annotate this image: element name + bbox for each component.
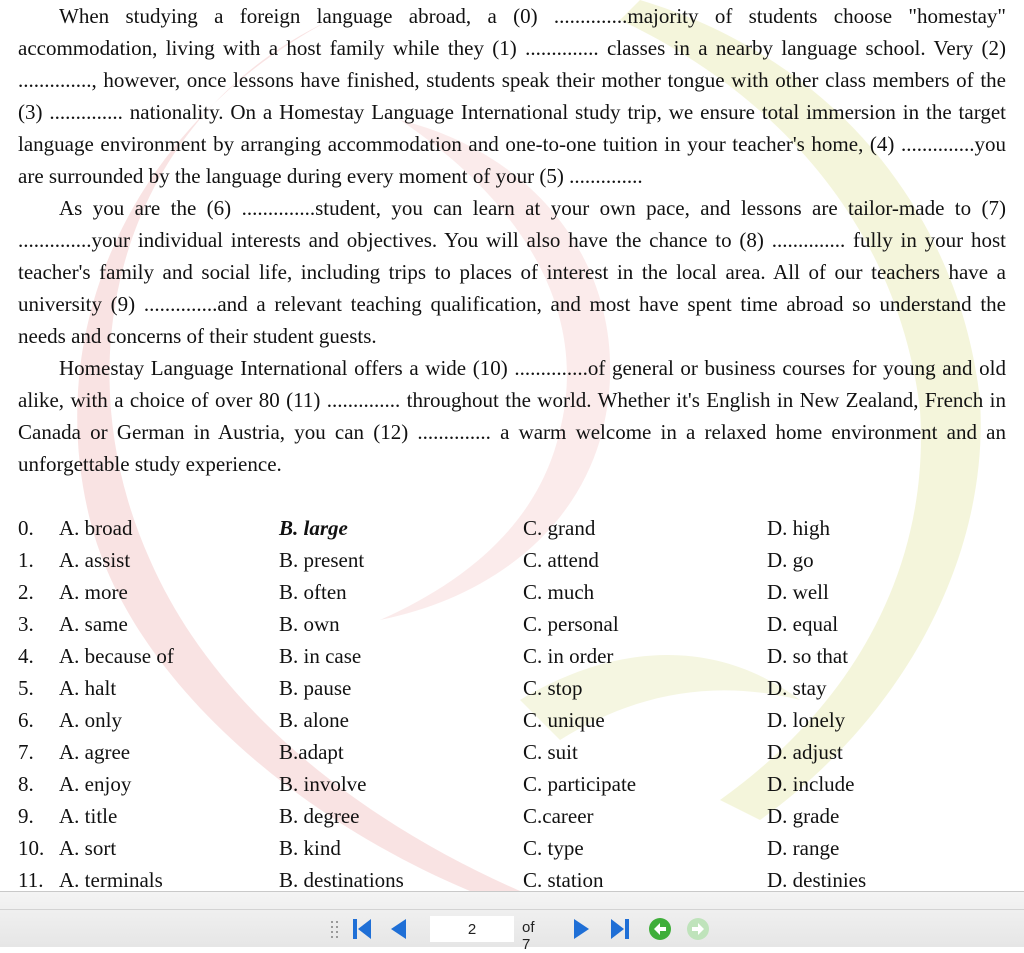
toolbar-grip-icon[interactable]: [330, 920, 340, 938]
answer-options: [18, 512, 1006, 891]
option-b: B. involve: [279, 772, 367, 796]
option-d: D. well: [767, 580, 829, 604]
option-c: C. type: [523, 836, 584, 860]
option-b: B.adapt: [279, 740, 344, 764]
option-d: D. range: [767, 836, 840, 860]
question-number: 2.: [18, 580, 34, 604]
passage-paragraph-3: Homestay Language International offers a wide (10) ..............of general or business courses for young and old alike, with a choice of over 80 (11) .............. throughout the world. Whether it's English in New Zealand, French in Canada or German in Austria, you can (12) .............. a warm welcome in a relaxed home environment and an unforgettable study experience.: [18, 356, 1006, 476]
first-page-button[interactable]: [350, 916, 374, 942]
passage: [18, 0, 1006, 480]
previous-page-icon: [386, 916, 410, 942]
option-a: A. halt: [59, 676, 117, 700]
option-c: C. suit: [523, 740, 578, 764]
option-a: A. broad: [59, 516, 133, 540]
option-c: C. unique: [523, 708, 605, 732]
first-page-icon: [350, 916, 374, 942]
question-number: 1.: [18, 548, 34, 572]
option-row-6: [18, 704, 1006, 736]
option-d: D. equal: [767, 612, 839, 636]
option-row-10: [18, 832, 1006, 864]
next-page-button[interactable]: [570, 916, 594, 942]
option-c: C. personal: [523, 612, 619, 636]
option-c: C. station: [523, 868, 604, 891]
option-b: B. alone: [279, 708, 349, 732]
option-row-4: [18, 640, 1006, 672]
option-row-11: [18, 864, 1006, 891]
last-page-button[interactable]: [608, 916, 632, 942]
option-row-5: [18, 672, 1006, 704]
option-b: B. kind: [279, 836, 341, 860]
question-number: 0.: [18, 516, 34, 540]
option-b: B. present: [279, 548, 365, 572]
option-c: C. stop: [523, 676, 583, 700]
question-number: 6.: [18, 708, 34, 732]
question-number: 10.: [18, 836, 45, 860]
forward-view-button[interactable]: [686, 916, 710, 942]
passage-paragraph-2: As you are the (6) ..............student, you can learn at your own pace, and lessons are tailor-made to (7) ..............your individual interests and objectives. You will also have the chance to (8) .............. fully in your host teacher's family and social life, including trips to places of interest in the local area. All of our teachers have a university (9) ..............and a relevant teaching qualification, and most have spent time abroad so understand the needs and concerns of their student guests.: [18, 196, 1006, 348]
option-c: C. much: [523, 580, 595, 604]
option-b: B. pause: [279, 676, 352, 700]
next-page-icon: [570, 916, 594, 942]
option-a: A. title: [59, 804, 118, 828]
page-number-input[interactable]: [430, 916, 514, 942]
option-c: C. in order: [523, 644, 614, 668]
option-d: D. grade: [767, 804, 840, 828]
option-a: A. only: [59, 708, 122, 732]
option-c: C. participate: [523, 772, 637, 796]
option-a: A. agree: [59, 740, 131, 764]
question-number: 9.: [18, 804, 34, 828]
option-b: B. often: [279, 580, 347, 604]
back-view-button[interactable]: [648, 916, 672, 942]
option-a: A. enjoy: [59, 772, 132, 796]
option-b: B. destinations: [279, 868, 404, 891]
navigation-toolbar: [0, 891, 1024, 953]
page-total-label: of 7: [522, 919, 535, 953]
option-row-8: [18, 768, 1006, 800]
option-d: D. lonely: [767, 708, 846, 732]
option-row-0: [18, 512, 1006, 544]
option-d: D. so that: [767, 644, 849, 668]
option-a: A. same: [59, 612, 128, 636]
option-row-1: [18, 544, 1006, 576]
option-row-9: [18, 800, 1006, 832]
option-d: D. include: [767, 772, 855, 796]
option-d: D. go: [767, 548, 814, 572]
option-a: A. because of: [59, 644, 174, 668]
option-c: C. attend: [523, 548, 599, 572]
option-a: A. sort: [59, 836, 117, 860]
option-row-3: [18, 608, 1006, 640]
passage-paragraph-1: When studying a foreign language abroad, a (0) ..............majority of students choose "homestay" accommodation, living with a host family while they (1) .............. classes in a nearby language school. Very (2) .............., however, once lessons have finished, students speak their mother tongue with other class members of the (3) .............. nationality. On a Homestay Language International study trip, we ensure total immersion in the target language environment by arranging accommodation and one-to-one tuition in your teacher's home, (4) ..............you are surrounded by the language during every moment of your (5) ..............: [18, 4, 1006, 188]
option-a: A. assist: [59, 548, 131, 572]
option-a: A. terminals: [59, 868, 163, 891]
question-number: 11.: [18, 868, 44, 891]
option-b-answer: B. large: [279, 516, 348, 540]
option-b: B. degree: [279, 804, 360, 828]
forward-view-icon: [686, 916, 710, 942]
option-b: B. in case: [279, 644, 362, 668]
question-number: 4.: [18, 644, 34, 668]
option-c: C. grand: [523, 516, 596, 540]
question-number: 5.: [18, 676, 34, 700]
question-number: 8.: [18, 772, 34, 796]
question-number: 7.: [18, 740, 34, 764]
option-d: D. high: [767, 516, 830, 540]
option-d: D. stay: [767, 676, 827, 700]
option-row-7: [18, 736, 1006, 768]
option-row-2: [18, 576, 1006, 608]
previous-page-button[interactable]: [386, 916, 410, 942]
back-view-icon: [648, 916, 672, 942]
option-c: C.career: [523, 804, 594, 828]
option-a: A. more: [59, 580, 128, 604]
toolbar-divider: [0, 909, 1024, 910]
option-b: B. own: [279, 612, 340, 636]
option-d: D. adjust: [767, 740, 843, 764]
option-d: D. destinies: [767, 868, 867, 891]
question-number: 3.: [18, 612, 34, 636]
last-page-icon: [608, 916, 632, 942]
